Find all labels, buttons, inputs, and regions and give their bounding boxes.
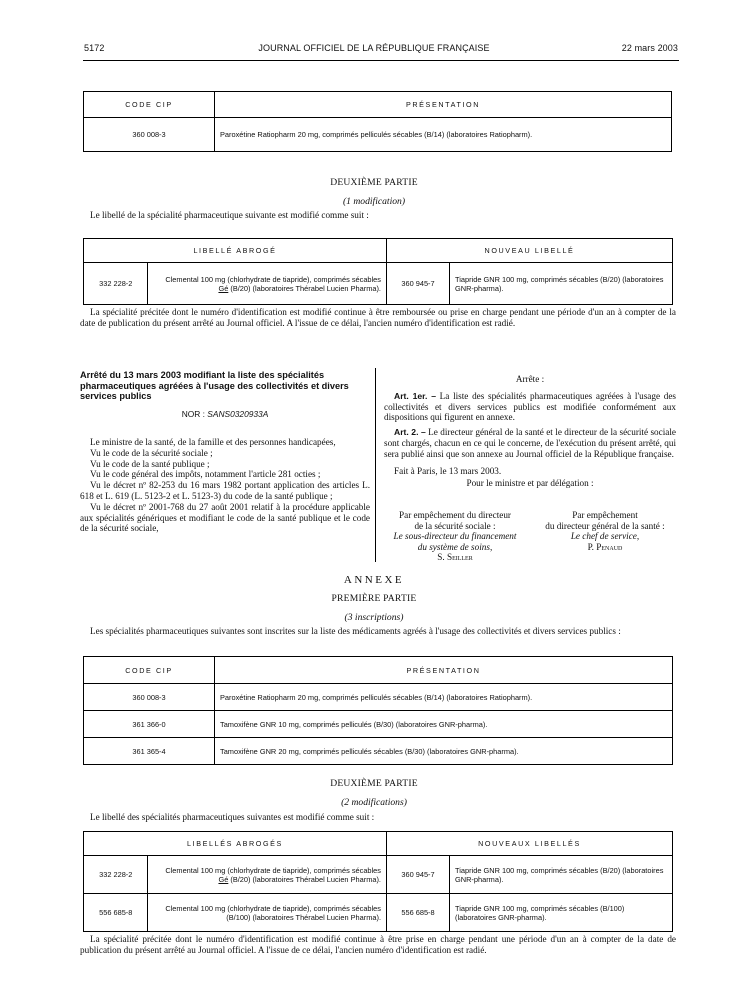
journal-title: JOURNAL OFFICIEL DE LA RÉPUBLIQUE FRANÇAISE xyxy=(258,43,490,53)
old-label: Clemental 100 mg (chlorhydrate de tiapride), comprimés sécables (B/100) (laboratoires Thérabel Lucien Pharma). xyxy=(148,894,387,932)
old-cip-code: 332 228-2 xyxy=(84,856,148,894)
new-cip-code: 556 685-8 xyxy=(387,894,450,932)
column-header-new: NOUVEAU LIBELLÉ xyxy=(387,239,673,263)
visa-paragraph: Vu le décret nº 2001-768 du 27 août 2001 relatif à la procédure applicable aux spécialités génériques et modifiant le code de la santé publique et le code de la sécurité sociale, xyxy=(80,501,370,534)
table-row xyxy=(84,894,673,932)
presentation-text: Tamoxifène GNR 10 mg, comprimés pelliculés (B/30) (laboratoires GNR-pharma). xyxy=(215,711,673,738)
top-modification-table xyxy=(83,238,673,305)
old-cip-code: 332 228-2 xyxy=(84,263,148,305)
cip-code: 361 366-0 xyxy=(84,711,215,738)
header-rule xyxy=(83,60,679,61)
delegation: Pour le ministre et par délégation : xyxy=(466,478,594,489)
part-title: PREMIÈRE PARTIE xyxy=(331,593,417,604)
part-subtitle: (3 inscriptions) xyxy=(344,612,404,623)
column-header-new: NOUVEAUX LIBELLÉS xyxy=(387,832,673,856)
table-row xyxy=(84,711,673,738)
top-presentation-table xyxy=(83,91,672,152)
visa-paragraph: Vu le code de la santé publique ; xyxy=(90,458,210,469)
new-cip-code: 360 945-7 xyxy=(387,856,450,894)
visa-paragraph: Vu le code général des impôts, notamment l'article 281 octies ; xyxy=(90,469,321,480)
article-1: Art. 1er. – La liste des spécialités pharmaceutiques agréées à l'usage des collectivités et divers services publics est modifiée conformément aux dispositions qui figurent en annexe. xyxy=(384,390,676,423)
column-header-code: CODE CIP xyxy=(84,657,215,684)
inscriptions-table xyxy=(83,656,673,765)
new-label: Tiapride GNR 100 mg, comprimés sécables (B/20) (laboratoires GNR-pharma). xyxy=(450,856,673,894)
column-header-code: CODE CIP xyxy=(84,92,215,118)
part-subtitle: (2 modifications) xyxy=(341,797,407,808)
arrete-title: Arrêté du 13 mars 2003 modifiant la liste des spécialités pharmaceutiques agréées à l'usage des collectivités et divers services publics xyxy=(80,370,349,401)
table-row xyxy=(84,263,673,305)
column-header-presentation: PRÉSENTATION xyxy=(215,92,672,118)
presentation-text: Paroxétine Ratiopharm 20 mg, comprimés pelliculés sécables (B/14) (laboratoires Ratiopharm). xyxy=(215,684,673,711)
table-row xyxy=(84,856,673,894)
part-intro: Les spécialités pharmaceutiques suivantes sont inscrites sur la liste des médicaments agréés à l'usage des collectivités et divers services publics : xyxy=(90,626,621,636)
arrete-articles xyxy=(384,374,676,489)
table-row xyxy=(84,118,672,152)
column-header-old: LIBELLÉS ABROGÉS xyxy=(84,832,387,856)
issue-date: 22 mars 2003 xyxy=(621,43,678,53)
part-intro: Le libellé des spécialités pharmaceutiques suivantes est modifié comme suit : xyxy=(90,812,375,822)
part-subtitle: (1 modification) xyxy=(342,196,406,207)
old-cip-code: 556 685-8 xyxy=(84,894,148,932)
old-label: Clemental 100 mg (chlorhydrate de tiapride), comprimés sécables Gé (B/20) (laboratoires Thérabel Lucien Pharma). xyxy=(148,856,387,894)
new-label: Tiapride GNR 100 mg, comprimés sécables (B/20) (laboratoires GNR-pharma). xyxy=(450,263,673,305)
page-number: 5172 xyxy=(84,43,105,53)
fait-a-paris: Fait à Paris, le 13 mars 2003. xyxy=(394,465,502,476)
signature-left: Par empêchement du directeur de la sécurité sociale : Le sous-directeur du financement du système de soins, S. Seiller xyxy=(380,510,530,563)
part-title: DEUXIÈME PARTIE xyxy=(330,778,418,789)
new-cip-code: 360 945-7 xyxy=(387,263,450,305)
cip-code: 360 008-3 xyxy=(84,118,215,152)
modifications-table xyxy=(83,831,673,932)
annexe-title: ANNEXE xyxy=(343,574,405,586)
presentation-text: Paroxétine Ratiopharm 20 mg, comprimés pelliculés sécables (B/14) (laboratoires Ratiopharm). xyxy=(215,118,672,152)
nor-line: NOR : SANS0320933A xyxy=(181,409,269,419)
arrete-word: Arrête : xyxy=(515,374,545,384)
visa-paragraph: Vu le décret nº 82-253 du 16 mars 1982 portant application des articles L. 618 et L. 619 (L. 5123-2 et L. 5123-3) du code de la santé publique ; xyxy=(80,480,370,501)
article-2: Art. 2. – Le directeur général de la santé et le directeur de la sécurité sociale sont chargés, chacun en ce qui le concerne, de l'exécution du présent arrêté, qui sera publié ainsi que son annexe au Journal officiel de la République française. xyxy=(384,427,676,459)
closing-note: La spécialité précitée dont le numéro d'identification est modifié continue à être prise en charge pendant une période d'un an à compter de la date de publication du présent arrêté au Journal officiel. A l'issue de ce délai, l'ancien numéro d'identification est radié. xyxy=(80,934,676,956)
top-note: La spécialité précitée dont le numéro d'identification est modifié continue à être remboursée ou prise en charge pendant une période d'un an à compter de la date de publication du présent arrêté au Journal officiel. A l'issue de ce délai, l'ancien numéro d'identification est radié. xyxy=(80,307,676,329)
arrete-visas xyxy=(80,437,370,534)
column-header-presentation: PRÉSENTATION xyxy=(215,657,673,684)
signature-right: Par empêchement du directeur général de la santé : Le chef de service, P. Penaud xyxy=(530,510,680,552)
visa-paragraph: Vu le code de la sécurité sociale ; xyxy=(90,447,213,458)
part-intro: Le libellé de la spécialité pharmaceutique suivante est modifié comme suit : xyxy=(90,210,369,220)
column-header-old: LIBELLÉ ABROGÉ xyxy=(84,239,387,263)
table-row xyxy=(84,684,673,711)
signatory-name: S. Seiller xyxy=(437,552,473,563)
cip-code: 360 008-3 xyxy=(84,684,215,711)
old-label: Clemental 100 mg (chlorhydrate de tiapride), comprimés sécables Gé (B/20) (laboratoires Thérabel Lucien Pharma). xyxy=(148,263,387,305)
column-divider xyxy=(375,368,376,562)
part-title: DEUXIÈME PARTIE xyxy=(330,177,418,188)
nor-value: SANS0320933A xyxy=(207,409,269,419)
cip-code: 361 365-4 xyxy=(84,738,215,765)
signatory-name: P. Penaud xyxy=(587,541,623,552)
visa-paragraph: Le ministre de la santé, de la famille et des personnes handicapées, xyxy=(90,437,336,447)
table-row xyxy=(84,738,673,765)
new-label: Tiapride GNR 100 mg, comprimés sécables (B/100) (laboratoires GNR-pharma). xyxy=(450,894,673,932)
presentation-text: Tamoxifène GNR 20 mg, comprimés pelliculés sécables (B/30) (laboratoires GNR-pharma). xyxy=(215,738,673,765)
